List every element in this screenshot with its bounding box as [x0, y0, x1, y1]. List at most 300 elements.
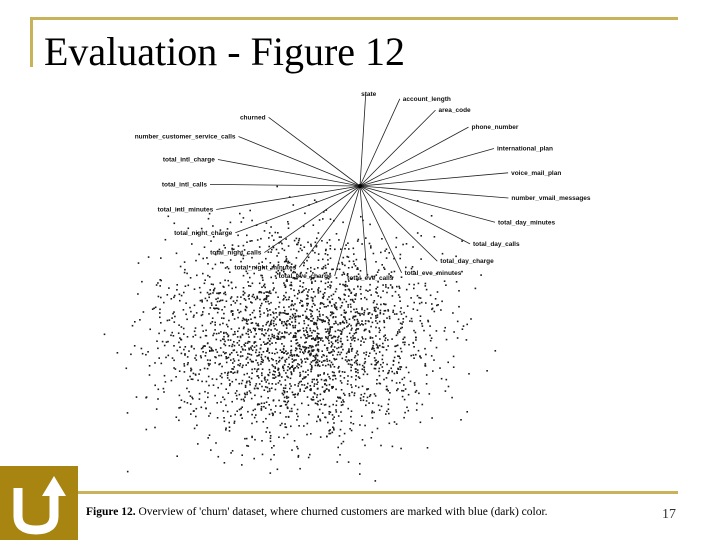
data-point: [318, 311, 320, 313]
data-point: [165, 357, 167, 359]
data-point: [349, 333, 351, 335]
data-point: [409, 320, 411, 322]
data-point: [441, 301, 443, 303]
data-point: [264, 230, 266, 232]
data-point: [201, 301, 203, 303]
data-point: [414, 384, 416, 386]
data-point: [353, 248, 355, 250]
data-point: [311, 347, 313, 349]
data-point: [210, 323, 212, 325]
data-point: [348, 350, 350, 352]
data-point: [249, 382, 251, 384]
data-point: [178, 420, 180, 422]
data-point: [261, 261, 263, 263]
data-point: [340, 333, 342, 335]
data-point: [270, 277, 272, 279]
data-point: [396, 286, 398, 288]
data-point: [250, 347, 252, 349]
data-point: [239, 213, 241, 215]
data-point: [364, 297, 366, 299]
data-point: [264, 389, 266, 391]
data-point: [356, 311, 358, 313]
data-point: [370, 317, 372, 319]
data-point: [311, 288, 313, 290]
data-point: [466, 411, 468, 413]
data-point: [308, 325, 310, 327]
data-point: [415, 391, 417, 393]
data-point: [341, 389, 343, 391]
data-point: [285, 256, 287, 258]
data-point: [346, 326, 348, 328]
data-point: [294, 336, 296, 338]
data-point: [369, 352, 371, 354]
data-point: [212, 321, 214, 323]
data-point: [288, 357, 290, 359]
data-point: [145, 354, 147, 356]
data-point: [220, 401, 222, 403]
data-point: [347, 242, 349, 244]
data-point: [293, 370, 295, 372]
data-point: [325, 288, 327, 290]
data-point: [228, 339, 230, 341]
data-point: [178, 332, 180, 334]
data-point: [234, 333, 236, 335]
data-point: [446, 379, 448, 381]
data-point: [255, 414, 257, 416]
data-point: [333, 351, 335, 353]
data-point: [240, 296, 242, 298]
data-point: [325, 283, 327, 285]
data-point: [361, 336, 363, 338]
data-point: [419, 355, 421, 357]
data-point: [229, 430, 231, 432]
data-point: [246, 319, 248, 321]
data-point: [345, 244, 347, 246]
data-point: [241, 399, 243, 401]
data-point: [136, 396, 138, 398]
data-point: [354, 340, 356, 342]
data-point: [355, 332, 357, 334]
data-point: [245, 386, 247, 388]
data-point: [328, 411, 330, 413]
data-point: [330, 352, 332, 354]
data-point: [270, 441, 272, 443]
data-point: [248, 336, 250, 338]
data-point: [293, 394, 295, 396]
data-point: [406, 407, 408, 409]
data-point: [315, 357, 317, 359]
data-point: [168, 355, 170, 357]
data-point: [330, 311, 332, 313]
data-point: [394, 357, 396, 359]
data-point: [275, 342, 277, 344]
data-point: [329, 378, 331, 380]
data-point: [279, 375, 281, 377]
data-point: [269, 290, 271, 292]
data-point: [268, 237, 270, 239]
data-point: [327, 282, 329, 284]
data-point: [404, 399, 406, 401]
data-point: [157, 282, 159, 284]
data-point: [269, 340, 271, 342]
data-point: [294, 396, 296, 398]
data-point: [354, 357, 356, 359]
data-point: [351, 292, 353, 294]
data-point: [380, 445, 382, 447]
data-point: [299, 285, 301, 287]
data-point: [209, 289, 211, 291]
data-point: [313, 318, 315, 320]
data-point: [271, 447, 273, 449]
data-point: [317, 394, 319, 396]
data-point: [349, 318, 351, 320]
data-point: [273, 335, 275, 337]
data-point: [247, 331, 249, 333]
data-point: [423, 330, 425, 332]
data-point: [431, 355, 433, 357]
data-point: [324, 391, 326, 393]
data-point: [338, 351, 340, 353]
data-point: [288, 306, 290, 308]
data-point: [239, 394, 241, 396]
data-point: [297, 385, 299, 387]
data-point: [259, 310, 261, 312]
data-point: [274, 411, 276, 413]
data-point: [207, 368, 209, 370]
data-point: [241, 406, 243, 408]
data-point: [416, 390, 418, 392]
data-point: [206, 257, 208, 259]
data-point: [324, 292, 326, 294]
data-point: [341, 405, 343, 407]
data-point: [302, 371, 304, 373]
data-point: [318, 232, 320, 234]
data-point: [198, 373, 200, 375]
data-point: [275, 277, 277, 279]
attribute-label: total_intl_calls: [161, 181, 207, 189]
data-point: [209, 360, 211, 362]
data-point: [357, 240, 359, 242]
attribute-label: total_night_minutes: [234, 264, 297, 272]
data-point: [275, 312, 277, 314]
data-point: [344, 310, 346, 312]
data-point: [205, 355, 207, 357]
data-point: [316, 238, 318, 240]
data-point: [335, 378, 337, 380]
data-point: [143, 311, 145, 313]
data-point: [227, 266, 229, 268]
data-point: [325, 365, 327, 367]
data-point: [327, 317, 329, 319]
data-point: [270, 314, 272, 316]
data-point: [282, 366, 284, 368]
data-point: [330, 248, 332, 250]
data-point: [382, 366, 384, 368]
data-point: [341, 401, 343, 403]
data-point: [212, 292, 214, 294]
data-point: [372, 402, 374, 404]
attribute-spoke: [239, 137, 361, 187]
data-point: [292, 314, 294, 316]
data-point: [185, 346, 187, 348]
data-point: [358, 328, 360, 330]
data-point: [281, 405, 283, 407]
data-point: [187, 379, 189, 381]
data-point: [173, 345, 175, 347]
attribute-label: total_eve_minutes: [404, 269, 462, 277]
data-point: [164, 345, 166, 347]
data-point: [355, 360, 357, 362]
data-point: [282, 393, 284, 395]
data-points-layer: [104, 186, 496, 482]
data-point: [371, 437, 373, 439]
data-point: [273, 366, 275, 368]
data-point: [414, 382, 416, 384]
data-point: [284, 331, 286, 333]
data-point: [286, 396, 288, 398]
data-point: [318, 253, 320, 255]
data-point: [199, 398, 201, 400]
data-point: [241, 464, 243, 466]
data-point: [294, 355, 296, 357]
data-point: [161, 363, 163, 365]
data-point: [391, 380, 393, 382]
data-point: [251, 360, 253, 362]
data-point: [317, 318, 319, 320]
data-point: [458, 290, 460, 292]
data-point: [299, 316, 301, 318]
data-point: [231, 352, 233, 354]
data-point: [295, 393, 297, 395]
data-point: [367, 374, 369, 376]
data-point: [364, 259, 366, 261]
data-point: [276, 329, 278, 331]
data-point: [146, 429, 148, 431]
data-point: [264, 284, 266, 286]
data-point: [364, 358, 366, 360]
data-point: [327, 263, 329, 265]
data-point: [315, 359, 317, 361]
data-point: [207, 437, 209, 439]
data-point: [420, 258, 422, 260]
data-point: [196, 425, 198, 427]
data-point: [230, 415, 232, 417]
data-point: [354, 333, 356, 335]
data-point: [297, 363, 299, 365]
data-point: [237, 331, 239, 333]
data-point: [430, 340, 432, 342]
data-point: [243, 326, 245, 328]
data-point: [160, 257, 162, 259]
data-point: [294, 303, 296, 305]
data-point: [286, 332, 288, 334]
data-point: [339, 330, 341, 332]
data-point: [227, 333, 229, 335]
data-point: [293, 327, 295, 329]
data-point: [424, 348, 426, 350]
data-point: [283, 298, 285, 300]
data-point: [181, 399, 183, 401]
data-point: [241, 417, 243, 419]
data-point: [451, 397, 453, 399]
data-point: [341, 352, 343, 354]
data-point: [319, 315, 321, 317]
data-point: [276, 255, 278, 257]
data-point: [359, 473, 361, 475]
data-point: [340, 338, 342, 340]
data-point: [343, 272, 345, 274]
data-point: [224, 399, 226, 401]
data-point: [251, 372, 253, 374]
data-point: [249, 341, 251, 343]
data-point: [224, 247, 226, 249]
data-point: [376, 379, 378, 381]
data-point: [330, 335, 332, 337]
data-point: [336, 309, 338, 311]
data-point: [312, 399, 314, 401]
data-point: [223, 333, 225, 335]
data-point: [362, 439, 364, 441]
data-point: [346, 361, 348, 363]
data-point: [357, 319, 359, 321]
data-point: [322, 218, 324, 220]
data-point: [298, 355, 300, 357]
data-point: [243, 399, 245, 401]
data-point: [403, 417, 405, 419]
data-point: [244, 438, 246, 440]
data-point: [288, 334, 290, 336]
data-point: [294, 440, 296, 442]
data-point: [126, 368, 128, 370]
data-point: [323, 304, 325, 306]
data-point: [254, 409, 256, 411]
data-point: [203, 307, 205, 309]
data-point: [270, 338, 272, 340]
data-point: [165, 239, 167, 241]
data-point: [422, 404, 424, 406]
data-point: [194, 357, 196, 359]
data-point: [440, 309, 442, 311]
data-point: [196, 275, 198, 277]
data-point: [350, 384, 352, 386]
data-point: [355, 312, 357, 314]
data-point: [270, 435, 272, 437]
data-point: [318, 287, 320, 289]
data-point: [266, 296, 268, 298]
data-point: [211, 347, 213, 349]
data-point: [351, 339, 353, 341]
data-point: [288, 400, 290, 402]
data-point: [269, 388, 271, 390]
data-point: [259, 299, 261, 301]
data-point: [191, 378, 193, 380]
data-point: [267, 330, 269, 332]
data-point: [331, 295, 333, 297]
data-point: [298, 425, 300, 427]
data-point: [297, 448, 299, 450]
data-point: [400, 348, 402, 350]
data-point: [275, 389, 277, 391]
data-point: [162, 341, 164, 343]
data-point: [216, 293, 218, 295]
data-point: [246, 307, 248, 309]
data-point: [327, 374, 329, 376]
data-point: [287, 370, 289, 372]
data-point: [184, 371, 186, 373]
data-point: [314, 304, 316, 306]
data-point: [315, 365, 317, 367]
data-point: [273, 239, 275, 241]
data-point: [347, 306, 349, 308]
data-point: [422, 325, 424, 327]
data-point: [209, 276, 211, 278]
data-point: [249, 277, 251, 279]
data-point: [252, 283, 254, 285]
data-point: [226, 362, 228, 364]
data-point: [305, 361, 307, 363]
data-point: [293, 315, 295, 317]
data-point: [320, 319, 322, 321]
data-point: [259, 352, 261, 354]
data-point: [426, 383, 428, 385]
data-point: [445, 390, 447, 392]
data-point: [355, 371, 357, 373]
data-point: [365, 405, 367, 407]
data-point: [263, 341, 265, 343]
data-point: [323, 399, 325, 401]
data-point: [418, 283, 420, 285]
data-point: [347, 408, 349, 410]
data-point: [371, 364, 373, 366]
data-point: [327, 305, 329, 307]
data-point: [313, 291, 315, 293]
data-point: [306, 327, 308, 329]
data-point: [279, 360, 281, 362]
data-point: [283, 387, 285, 389]
data-point: [334, 346, 336, 348]
data-point: [307, 334, 309, 336]
data-point: [181, 326, 183, 328]
data-point: [317, 355, 319, 357]
data-point: [355, 375, 357, 377]
data-point: [207, 263, 209, 265]
data-point: [338, 415, 340, 417]
caption-label: Figure 12.: [86, 506, 136, 518]
data-point: [322, 297, 324, 299]
data-point: [273, 317, 275, 319]
data-point: [273, 287, 275, 289]
data-point: [326, 436, 328, 438]
data-point: [330, 245, 332, 247]
data-point: [325, 306, 327, 308]
data-point: [405, 388, 407, 390]
data-point: [376, 383, 378, 385]
data-point: [272, 359, 274, 361]
data-point: [331, 386, 333, 388]
data-point: [279, 331, 281, 333]
data-point: [390, 284, 392, 286]
data-point: [351, 329, 353, 331]
data-point: [248, 334, 250, 336]
data-point: [377, 308, 379, 310]
data-point: [330, 364, 332, 366]
data-point: [275, 405, 277, 407]
data-point: [285, 379, 287, 381]
data-point: [171, 317, 173, 319]
data-point: [367, 308, 369, 310]
data-point: [387, 390, 389, 392]
data-point: [301, 360, 303, 362]
